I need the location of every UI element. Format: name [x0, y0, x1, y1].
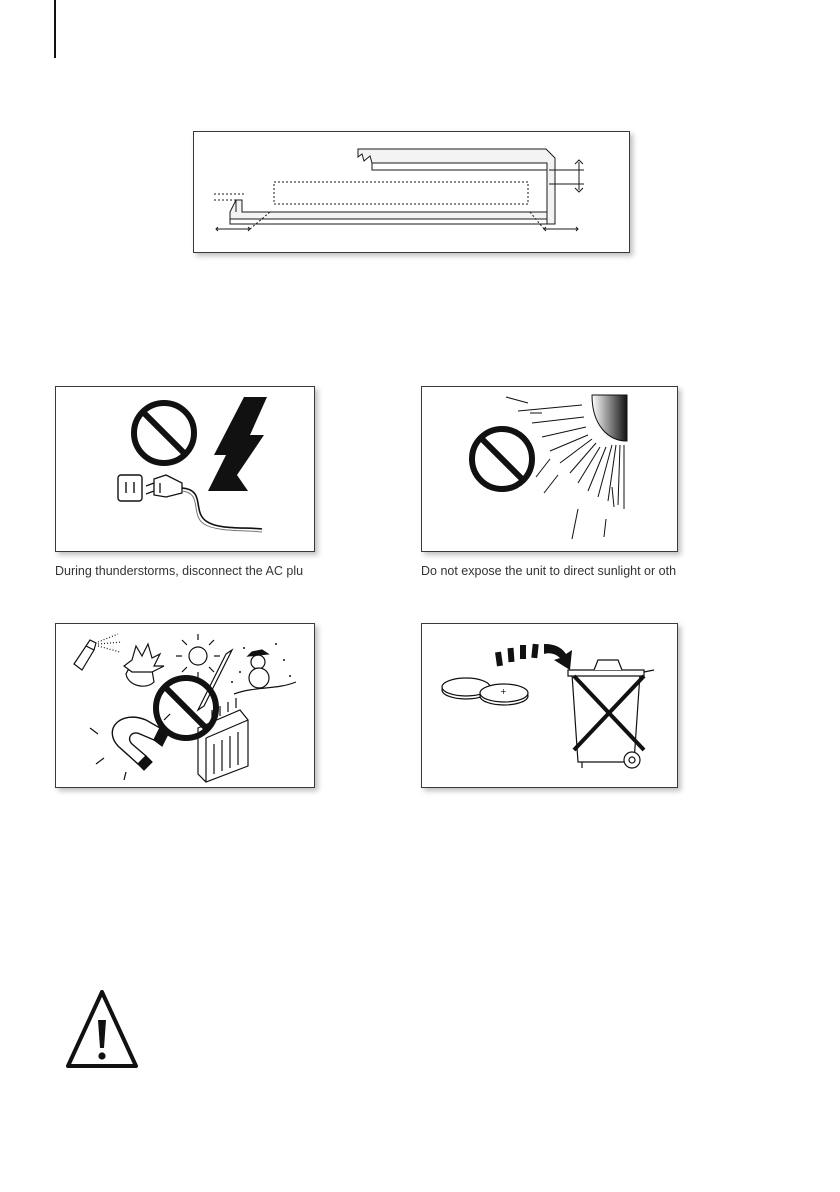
- page-corner-mark: [54, 0, 56, 58]
- no-heat-cold-magnet-spray-icon: [56, 624, 315, 788]
- svg-text:+: +: [500, 687, 507, 696]
- battery-disposal-panel: [421, 623, 678, 788]
- thunderstorm-caption: During thunderstorms, disconnect the AC plu: [55, 564, 304, 578]
- no-sunlight-icon: [422, 387, 678, 552]
- installation-clearance-panel: [193, 131, 630, 253]
- warning-triangle-icon: [64, 986, 140, 1072]
- thunderstorm-panel: [55, 386, 315, 552]
- sunlight-caption: Do not expose the unit to direct sunlight or oth: [421, 564, 677, 578]
- warning-triangle: [64, 986, 140, 1072]
- environment-panel: [55, 623, 315, 788]
- battery-disposal-icon: [422, 624, 678, 788]
- sunlight-panel: [421, 386, 678, 552]
- installation-clearance-diagram: [194, 132, 630, 253]
- no-plug-lightning-icon: [56, 387, 315, 552]
